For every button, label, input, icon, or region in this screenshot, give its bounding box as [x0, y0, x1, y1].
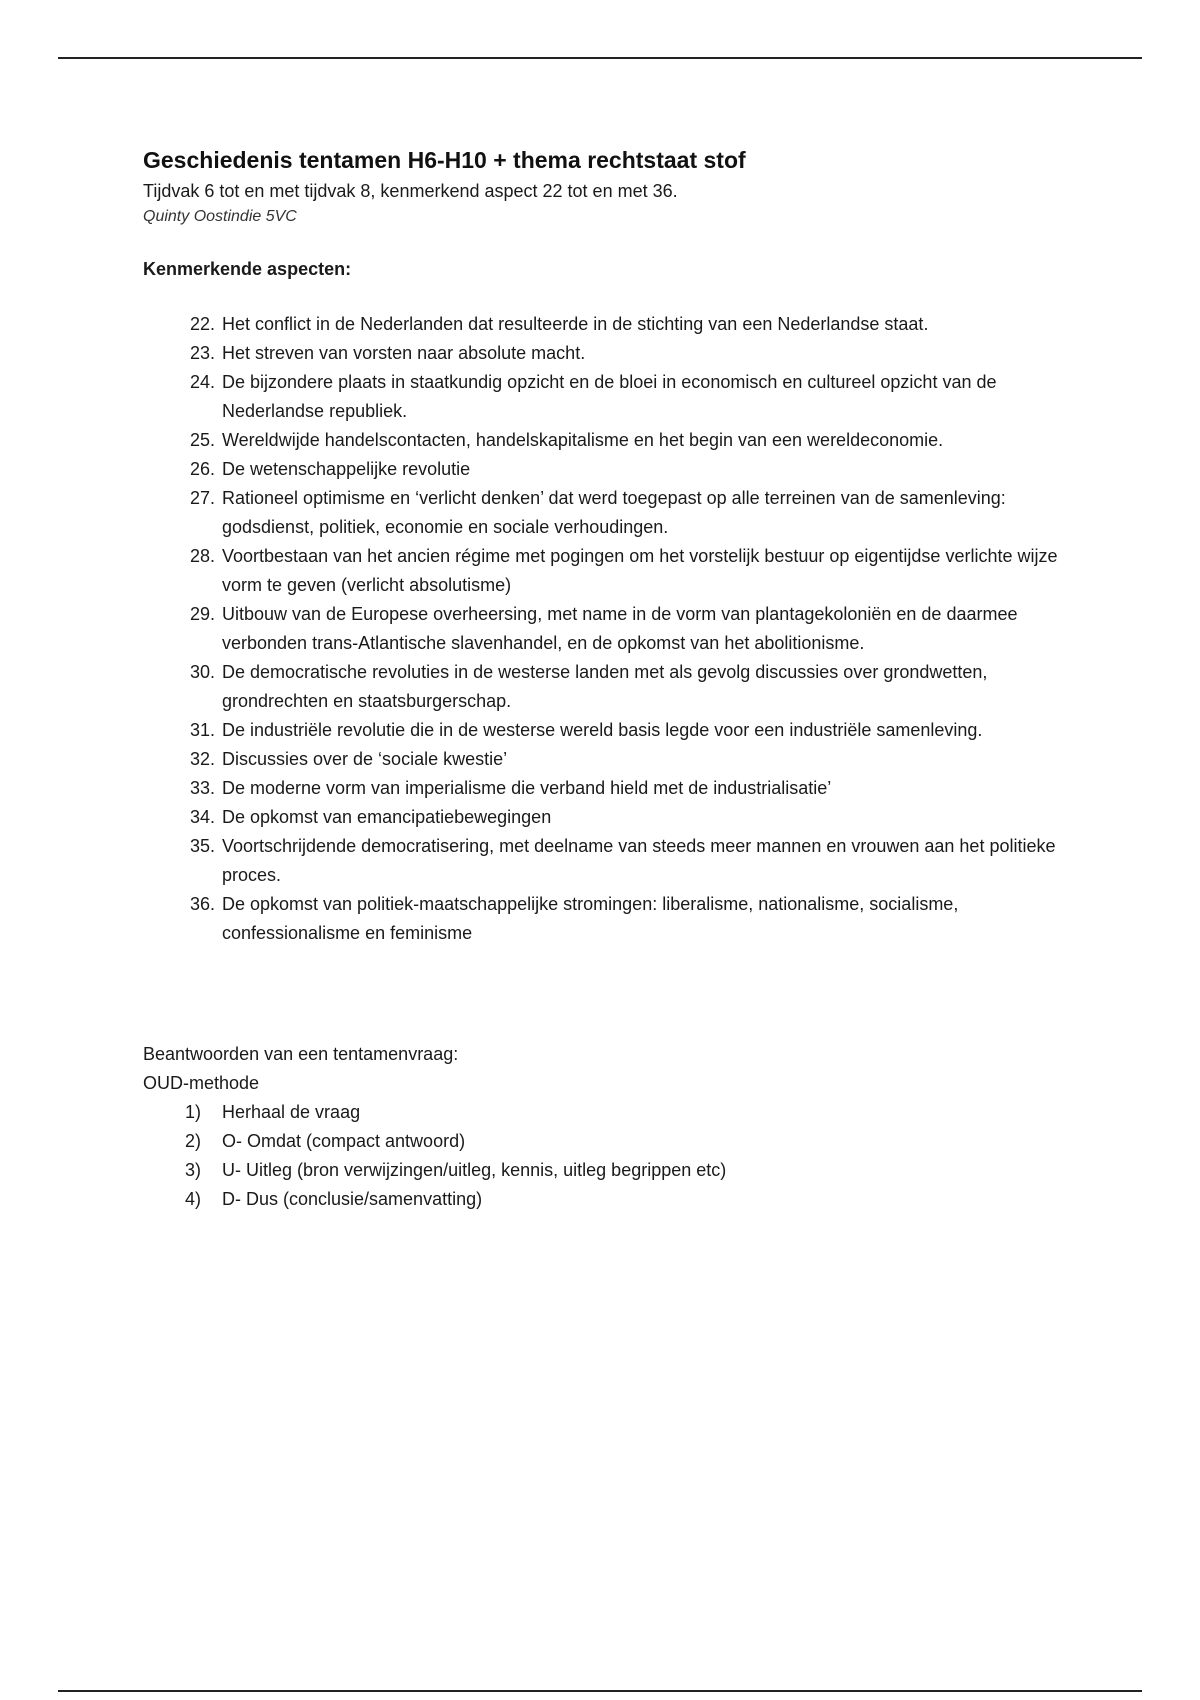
aspect-item-32	[143, 745, 1083, 774]
aspect-number: 22.	[189, 314, 215, 334]
aspect-item-33	[143, 774, 1083, 803]
step-text: D- Dus (conclusie/samenvatting)	[222, 1189, 483, 1209]
aspect-item-29	[143, 600, 1083, 658]
aspect-item-28	[143, 542, 1083, 600]
aspect-text: Rationeel optimisme en ‘verlicht denken’ dat werd toegepast op alle terreinen van de samenleving: godsdienst, politiek, economie en sociale verhoudingen.	[222, 488, 1006, 537]
aspect-text: De industriële revolutie die in de westerse wereld basis legde voor een industriële samenleving.	[222, 720, 983, 740]
aspect-item-30	[143, 658, 1083, 716]
aspect-number: 34.	[189, 807, 215, 827]
step-number: 4)	[184, 1189, 201, 1209]
aspect-number: 36.	[189, 894, 215, 914]
method-step-3	[143, 1156, 1083, 1185]
aspect-item-27	[143, 484, 1083, 542]
aspect-number: 33.	[189, 778, 215, 798]
aspect-item-31	[143, 716, 1083, 745]
aspect-number: 29.	[189, 604, 215, 624]
aspect-item-24	[143, 368, 1083, 426]
aspect-item-36	[143, 890, 1083, 948]
answering-method: OUD-methode	[143, 1073, 260, 1093]
aspect-text: Wereldwijde handelscontacten, handelskapitalisme en het begin van een wereldeconomie.	[222, 430, 944, 450]
aspect-text: Het streven van vorsten naar absolute macht.	[222, 343, 586, 363]
aspect-number: 27.	[189, 488, 215, 508]
aspect-text: De opkomst van emancipatiebewegingen	[222, 807, 552, 827]
method-step-2	[143, 1127, 1083, 1156]
aspect-text: De bijzondere plaats in staatkundig opzicht en de bloei in economisch en cultureel opzicht van de Nederlandse republiek.	[222, 372, 997, 421]
aspect-text: Het conflict in de Nederlanden dat resulteerde in de stichting van een Nederlandse staat.	[222, 314, 929, 334]
aspect-item-23	[143, 339, 1083, 368]
aspect-text: De democratische revoluties in de westerse landen met als gevolg discussies over grondwetten, grondrechten en staatsburgerschap.	[222, 662, 988, 711]
method-step-4	[143, 1185, 1083, 1214]
aspects-list	[143, 310, 1083, 948]
aspect-number: 35.	[189, 836, 215, 856]
method-step-1	[143, 1098, 1083, 1127]
step-number: 2)	[184, 1131, 201, 1151]
document-body	[143, 142, 1083, 1214]
top-divider	[58, 57, 1142, 59]
step-number: 3)	[184, 1160, 201, 1180]
aspect-number: 30.	[189, 662, 215, 682]
aspect-item-26	[143, 455, 1083, 484]
aspect-text: Uitbouw van de Europese overheersing, met name in de vorm van plantagekoloniën en de daarmee verbonden trans-Atlantische slavenhandel, en de opkomst van het abolitionisme.	[222, 604, 1018, 653]
aspect-item-35	[143, 832, 1083, 890]
aspect-number: 32.	[189, 749, 215, 769]
bottom-divider	[58, 1690, 1142, 1692]
aspect-item-34	[143, 803, 1083, 832]
aspect-number: 24.	[189, 372, 215, 392]
aspect-text: De opkomst van politiek-maatschappelijke stromingen: liberalisme, nationalisme, socialisme, confessionalisme en feminisme	[222, 894, 959, 943]
answering-heading: Beantwoorden van een tentamenvraag:	[143, 1044, 459, 1064]
step-text: U- Uitleg (bron verwijzingen/uitleg, kennis, uitleg begrippen etc)	[222, 1160, 727, 1180]
aspect-text: Discussies over de ‘sociale kwestie’	[222, 749, 508, 769]
step-text: O- Omdat (compact antwoord)	[222, 1131, 466, 1151]
document-title: Geschiedenis tentamen H6-H10 + thema rechtstaat stof	[143, 147, 746, 173]
aspect-text: De wetenschappelijke revolutie	[222, 459, 471, 479]
document-author: Quinty Oostindie 5VC	[143, 208, 297, 225]
aspect-number: 28.	[189, 546, 215, 566]
aspect-item-25	[143, 426, 1083, 455]
step-number: 1)	[184, 1102, 201, 1122]
document-subtitle: Tijdvak 6 tot en met tijdvak 8, kenmerkend aspect 22 tot en met 36.	[143, 181, 678, 201]
aspect-text: Voortbestaan van het ancien régime met pogingen om het vorstelijk bestuur op eigentijdse verlichte wijze vorm te geven (verlicht absolutisme)	[222, 546, 1058, 595]
aspect-number: 31.	[189, 720, 215, 740]
aspect-number: 23.	[189, 343, 215, 363]
aspect-text: Voortschrijdende democratisering, met deelname van steeds meer mannen en vrouwen aan het politieke proces.	[222, 836, 1056, 885]
aspect-text: De moderne vorm van imperialisme die verband hield met de industrialisatie’	[222, 778, 832, 798]
aspects-heading: Kenmerkende aspecten:	[143, 259, 352, 279]
method-steps-list	[143, 1098, 1083, 1214]
aspect-number: 25.	[189, 430, 215, 450]
aspect-number: 26.	[189, 459, 215, 479]
aspect-item-22	[143, 310, 1083, 339]
step-text: Herhaal de vraag	[222, 1102, 361, 1122]
